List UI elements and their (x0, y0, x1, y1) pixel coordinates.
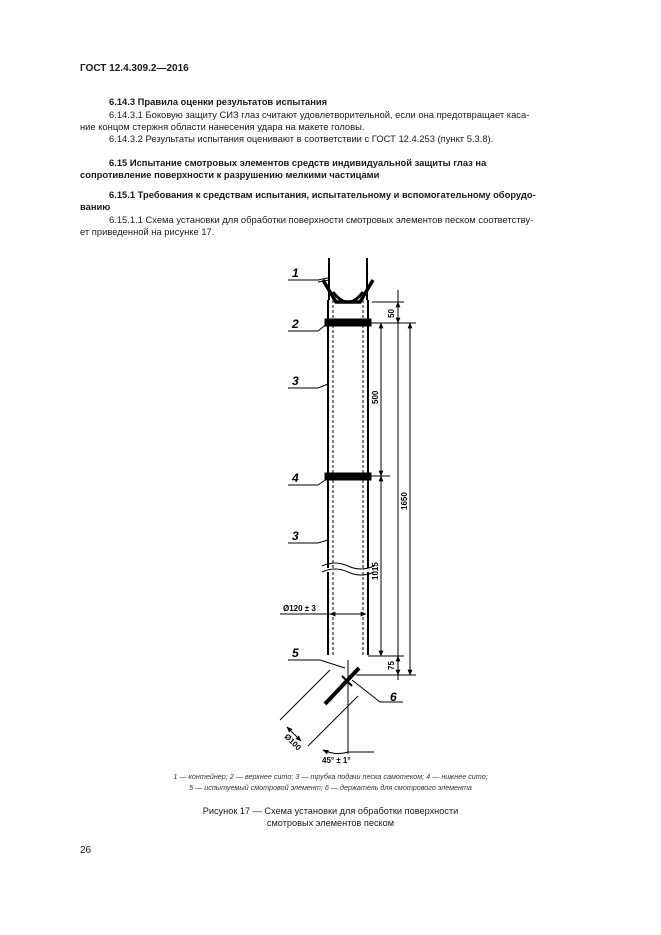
label-2: 2 (292, 317, 299, 331)
dim-500: 500 (371, 390, 380, 404)
lower-sieve (325, 473, 371, 480)
section-6-14-3-title: 6.14.3 Правила оценки результатов испытания (109, 96, 328, 107)
page-number: 26 (80, 845, 92, 856)
test-specimen (325, 668, 359, 704)
container (318, 258, 373, 302)
document-header: ГОСТ 12.4.309.2—2016 (80, 63, 189, 74)
dim-1650: 1650 (400, 492, 409, 510)
section-6-14-3-1-line1: 6.14.3.1 Боковую защиту СИЗ глаз считают удовлетворительной, если она предотвращает каса- (109, 109, 530, 120)
figure-caption-line2: смотровых элементов песком (266, 818, 395, 828)
dim-angle: 45° ± 1° (322, 756, 351, 765)
label-5: 5 (292, 646, 299, 660)
dim-75: 75 (387, 661, 396, 670)
label-6: 6 (390, 690, 397, 704)
dim-dia100: Ø100 (282, 732, 303, 753)
section-6-15-title-line2: сопротивление поверхности к разрушению мелкими частицами (80, 169, 380, 180)
dim-50: 50 (387, 309, 396, 318)
label-3a: 3 (292, 374, 299, 388)
section-6-15-1-1-line1: 6.15.1.1 Схема установки для обработки поверхности смотровых элементов песком соответству- (109, 214, 534, 225)
label-3b: 3 (292, 529, 299, 543)
section-6-15-1-title-line1: 6.15.1 Требования к средствам испытания, испытательному и вспомогательному оборудо- (109, 189, 536, 200)
label-4: 4 (292, 471, 299, 485)
section-6-15-1-title-line2: ванию (80, 201, 111, 212)
section-6-14-3-2: 6.14.3.2 Результаты испытания оценивают в соответствии с ГОСТ 12.4.253 (пункт 5.3.8). (109, 133, 494, 144)
upper-sieve (325, 319, 371, 326)
dim-1015: 1015 (371, 562, 380, 580)
section-6-15-title-line1: 6.15 Испытание смотровых элементов средств индивидуальной защиты глаз на (109, 157, 487, 168)
figure-legend-line2: 5 — испытуемый смотровой элемент; 6 — держатель для смотрового элемента (189, 783, 472, 792)
label-1: 1 (292, 266, 299, 280)
dim-dia120: Ø120 ± 3 (283, 604, 316, 613)
tube-upper (328, 300, 368, 568)
figure-legend-line1: 1 — контейнер; 2 — верхнее сито; 3 — трубка подачи песка самотеком; 4 — нижнее сито; (173, 772, 488, 781)
figure-caption-line1: Рисунок 17 — Схема установки для обработки поверхности (202, 806, 459, 816)
section-6-14-3-1-line2: ние концом стержня области нанесения удара на макете головы. (80, 121, 365, 132)
section-6-15-1-1-line2: ет приведенной на рисунке 17. (80, 226, 215, 237)
